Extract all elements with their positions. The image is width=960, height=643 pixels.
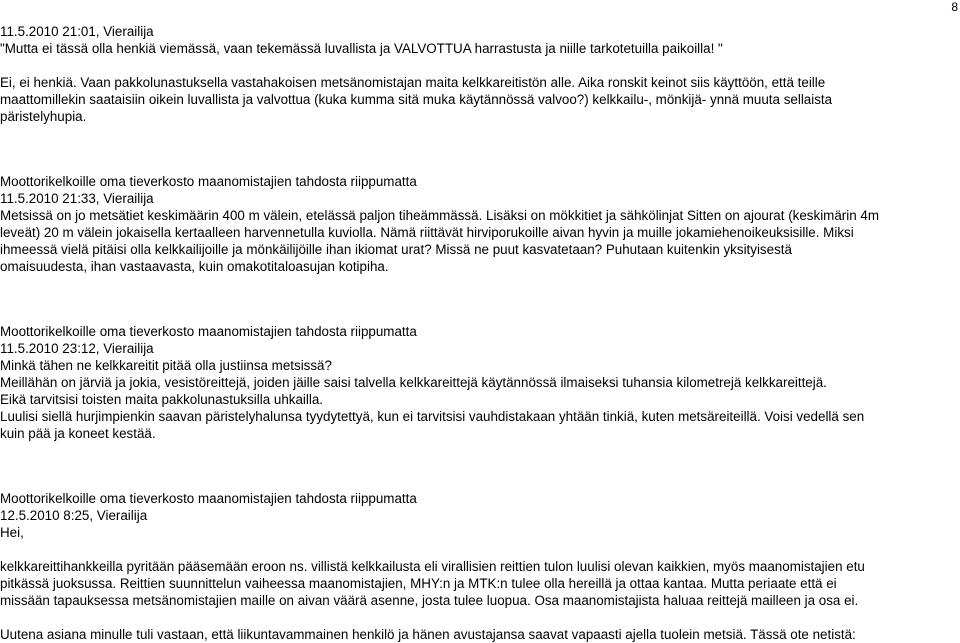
block-separator (0, 275, 946, 323)
comment-text-line: leveät) 20 m välein jokaisella kertaalleen harvennetulla kuviolla. Nämä riittävät hirviporukoille aivan hyvin ja muille jokamiehenoikeuksisille. Miksi (0, 225, 854, 240)
blank-line (0, 609, 946, 626)
comment-text-line: Uutena asiana minulle tuli vastaan, että liikuntavammainen henkilö ja hänen avustajansa saavat vapaasti ajella tuolein metsiä. Tässä ote netistä: (0, 627, 856, 642)
comment-text-line: Metsissä on jo metsätiet keskimäärin 400 m välein, etelässä paljon tiheämmässä. Lisäksi on mökkitiet ja sähkölinjat Sitten on ajourat (keskimärin 4m (0, 208, 879, 223)
page-number: 8 (951, 0, 958, 14)
comment-text-line: missään tapauksessa metsänomistajien maille on aivan väärä asenne, josta tulee luopua. Osa maanomistajista haluaa reittejä mailleen ja osa ei. (0, 593, 859, 608)
comment-text-line: pitkässä juoksussa. Reittien suunnittelun vaiheessa maanomistajien, MHY:n ja MTK:n tulee olla hereillä ja ottaa kantaa. Mutta periaate että ei (0, 576, 837, 591)
block-separator (0, 125, 946, 173)
comment-subject: Moottorikelkoille oma tieverkosto maanomistajien tahdosta riippumatta (0, 491, 417, 506)
comment-block (0, 173, 946, 275)
comment-timestamp-author: 12.5.2010 8:25, Vierailija (0, 508, 148, 523)
comment-text-line: omaisuudesta, ihan vastaavasta, kuin omakotitaloasujan kotipiha. (0, 259, 389, 274)
comment-subject: Moottorikelkoille oma tieverkosto maanomistajien tahdosta riippumatta (0, 324, 417, 339)
comment-text-line: Minkä tähen ne kelkkareitit pitää olla justiinsa metsissä? (0, 358, 332, 373)
comment-text-line: maattomillekin saataisiin oikein luvallista ja valvottua (kuka kumma sitä muka käytännössä valvoo?) kelkkailu-, mönkijä- ynnä muuta sellaista (0, 92, 833, 107)
comment-timestamp-author: 11.5.2010 23:12, Vierailija (0, 341, 154, 356)
comment-text-line: Meillähän on järviä ja jokia, vesistöreittejä, joiden jäille saisi talvella kelkkareittejä käytännössä ilmaiseksi tuhansia kilometrejä kelkkareittejä. (0, 375, 827, 390)
comment-quote: "Mutta ei tässä olla henkiä viemässä, vaan tekemässä luvallista ja VALVOTTUA harrastusta ja niille tarkotetuilla paikoilla! " (0, 41, 723, 56)
comment-block (0, 490, 946, 643)
comment-block (0, 23, 946, 125)
blank-line (0, 57, 946, 74)
document-body (0, 23, 946, 643)
comment-block (0, 323, 946, 442)
block-separator (0, 442, 946, 490)
blank-line (0, 541, 946, 558)
comment-text-line: kuin pää ja koneet kestää. (0, 426, 156, 441)
comment-timestamp-author: 11.5.2010 21:33, Vierailija (0, 191, 154, 206)
comment-subject: Moottorikelkoille oma tieverkosto maanomistajien tahdosta riippumatta (0, 174, 417, 189)
comment-timestamp-author: 11.5.2010 21:01, Vierailija (0, 24, 154, 39)
comment-text-line: Luulisi siellä hurjimpienkin saavan päristelyhalunsa tyydytettyä, kun ei tarvitsisi vauhdistakaan yhtään tinkiä, kuten metsäreiteillä. Voisi vedellä sen (0, 409, 865, 424)
comment-text-line: päristelyhupia. (0, 109, 87, 124)
comment-text-line: Eikä tarvitsisi toisten maita pakkolunastuksilla uhkailla. (0, 392, 324, 407)
comment-greeting: Hei, (0, 525, 24, 540)
comment-text-line: Ei, ei henkiä. Vaan pakkolunastuksella vastahakoisen metsänomistajan maita kelkkareitistön alle. Aika ronskit keinot siis käyttöön, että teille (0, 75, 826, 90)
comment-text-line: ihmeessä vielä pitäisi olla kelkkailijoille ja mönkäilijöille ihan ikiomat urat? Missä ne puut kasvatetaan? Puhutaan kuitenkin yksityisestä (0, 242, 792, 257)
comment-text-line: kelkkareittihankkeilla pyritään pääsemään eroon ns. villistä kelkkailusta eli virallisien reittien tulon luulisi olevan kaikkien, myös maanomistajien etu (0, 559, 865, 574)
